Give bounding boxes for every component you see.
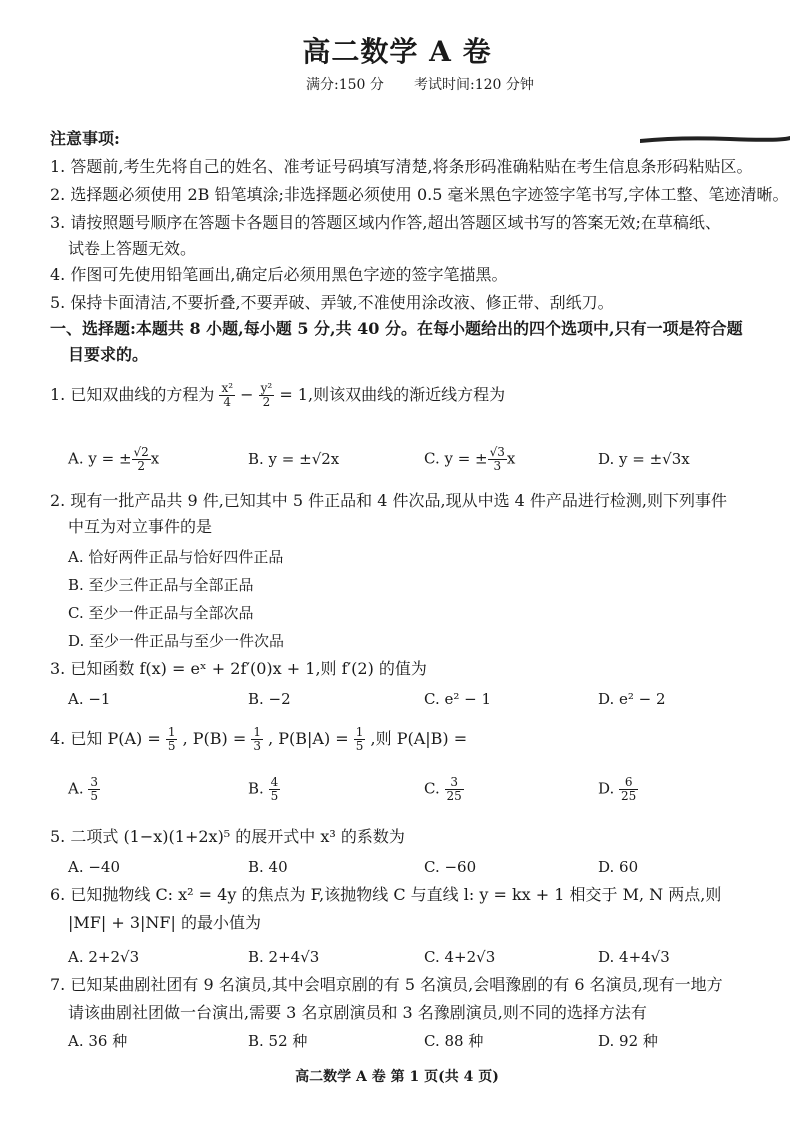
fraction: $\frac{\text{x²}}{4}$	[221, 381, 234, 409]
question-7-option-a: A. 36 种	[68, 1032, 128, 1050]
question-4-option-b: B. $\frac{4}{5}$	[248, 775, 279, 803]
question-3-option-a: A. −1	[68, 690, 111, 708]
question-7-option-c: C. 88 种	[424, 1032, 484, 1050]
question-7-option-b: B. 52 种	[248, 1032, 308, 1050]
question-3-option-d: D. e² − 2	[598, 690, 666, 708]
page-footer: 高二数学 A 卷 第 1 页(共 4 页)	[295, 1069, 499, 1085]
question-2-option-d: D. 至少一件正品与至少一件次品	[68, 632, 285, 650]
question-5-option-c: C. −60	[424, 858, 477, 876]
section-heading: 一、选择题:本题共 8 小题,每小题 5 分,共 40 分。在每小题给出的四个选项中,只有一项是符合题	[50, 319, 743, 338]
question-1-option-a: A. y = ± $\frac{√2}{2}$ x	[68, 445, 160, 473]
section-heading-cont: 目要求的。	[68, 345, 149, 364]
question-3-option-b: B. −2	[248, 690, 291, 708]
exam-title: 高二数学 A 卷	[302, 35, 492, 68]
question-5-stem: 5. 二项式 (1−x)(1+2x)⁵ 的展开式中 x³ 的系数为	[50, 827, 405, 846]
question-3-option-c: C. e² − 1	[424, 690, 492, 708]
full-score: 满分:150 分	[306, 77, 384, 93]
question-7-stem-cont: 请该曲剧社团做一台演出,需要 3 名京剧演员和 3 名豫剧演员,则不同的选择方法有	[68, 1003, 647, 1022]
question-6-stem-cont: |MF| + 3|NF| 的最小值为	[68, 913, 261, 932]
question-2-option-a: A. 恰好两件正品与恰好四件正品	[68, 548, 284, 566]
question-1-option-d: D. y = ±√3x	[598, 450, 690, 468]
note-item: 2. 选择题必须使用 2B 铅笔填涂;非选择题必须使用 0.5 毫米黑色字迹签字笔书写,字体工整、笔迹清晰。	[50, 185, 789, 204]
note-item: 1. 答题前,考生先将自己的姓名、准考证号码填写清楚,将条形码准确粘贴在考生信息条形码粘贴区。	[50, 157, 753, 176]
exam-time: 考试时间:120 分钟	[414, 77, 534, 93]
fraction: $\frac{\text{y²}}{2}$	[260, 381, 273, 409]
question-2-option-b: B. 至少三件正品与全部正品	[68, 576, 254, 594]
question-4-option-c: C. $\frac{3}{25}$	[424, 775, 462, 803]
question-2-option-c: C. 至少一件正品与全部次品	[68, 604, 254, 622]
question-1-option-c: C. y = ± $\frac{√3}{3}$ x	[424, 445, 516, 473]
question-2-stem: 2. 现有一批产品共 9 件,已知其中 5 件正品和 4 件次品,现从中选 4 件产品进行检测,则下列事件	[50, 491, 728, 510]
question-7-stem: 7. 已知某曲剧社团有 9 名演员,其中会唱京剧的有 5 名演员,会唱豫剧的有 6 名演员,现有一地方	[50, 975, 723, 994]
ink-stroke-mark	[640, 136, 790, 144]
question-1-stem: 1. 已知双曲线的方程为 $\frac{\text{x²}}{4}$ − $\frac{\text{y²}}{2}$ = 1,则该双曲线的渐近线方程为	[50, 381, 506, 409]
question-4-option-d: D. $\frac{6}{25}$	[598, 775, 637, 803]
question-7-option-d: D. 92 种	[598, 1032, 658, 1050]
question-2-stem-cont: 中互为对立事件的是	[68, 517, 213, 536]
question-6-stem: 6. 已知抛物线 C: x² = 4y 的焦点为 F,该抛物线 C 与直线 l: y = kx + 1 相交于 M, N 两点,则	[50, 885, 722, 904]
question-6-option-d: D. 4+4√3	[598, 948, 670, 966]
question-4-stem: 4. 已知 P(A) = $\frac{1}{5}$ , P(B) = $\frac{1}{3}$ , P(B|A) = $\frac{1}{5}$ ,则 P(A|B) =	[50, 725, 468, 753]
note-item: 3. 请按照题号顺序在答题卡各题目的答题区域内作答,超出答题区域书写的答案无效;在草稿纸、	[50, 213, 721, 232]
question-1-option-b: B. y = ±√2x	[248, 450, 340, 468]
question-6-option-c: C. 4+2√3	[424, 948, 496, 966]
question-5-option-a: A. −40	[68, 858, 121, 876]
notes-heading: 注意事项:	[50, 129, 120, 148]
question-3-stem: 3. 已知函数 f(x) = eˣ + 2f′(0)x + 1,则 f′(2) 的值为	[50, 659, 427, 678]
question-6-option-a: A. 2+2√3	[68, 948, 140, 966]
question-5-option-b: B. 40	[248, 858, 288, 876]
question-6-option-b: B. 2+4√3	[248, 948, 320, 966]
note-item: 4. 作图可先使用铅笔画出,确定后必须用黑色字迹的签字笔描黑。	[50, 265, 508, 284]
note-item: 试卷上答题无效。	[68, 239, 197, 258]
note-item: 5. 保持卡面清洁,不要折叠,不要弄破、弄皱,不准使用涂改液、修正带、刮纸刀。	[50, 293, 614, 312]
question-5-option-d: D. 60	[598, 858, 639, 876]
question-4-option-a: A. $\frac{3}{5}$	[68, 775, 99, 803]
